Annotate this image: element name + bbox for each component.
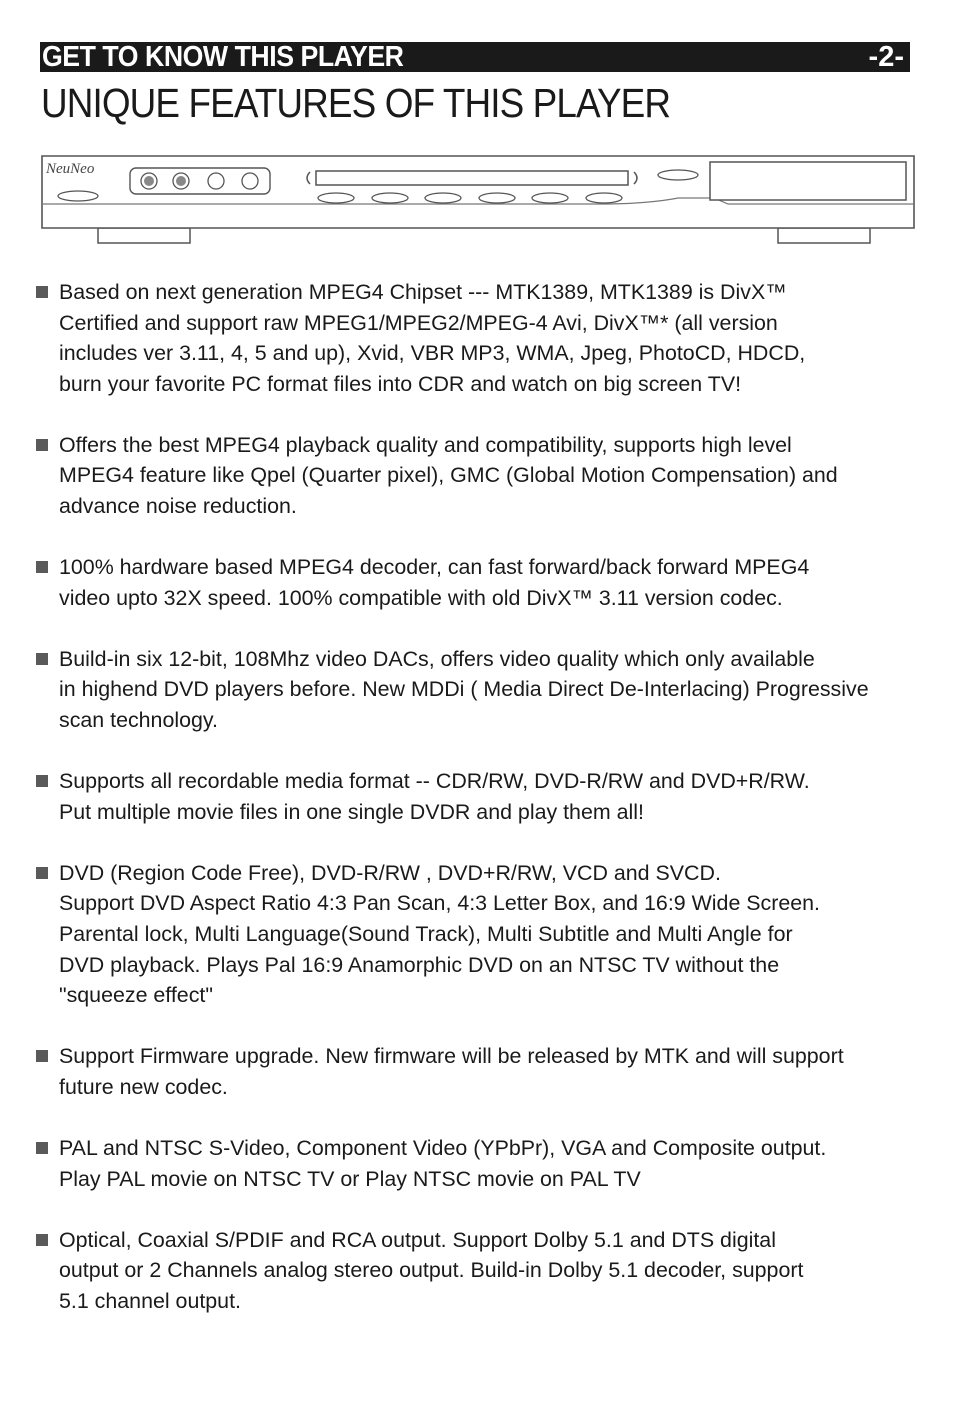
square-bullet-icon — [36, 653, 48, 665]
control-button-icon — [372, 193, 408, 203]
brand-logo: NeuNeo — [46, 161, 95, 177]
square-bullet-icon — [36, 1142, 48, 1154]
indicator-light-icon — [144, 176, 154, 186]
indicator-light-icon — [176, 176, 186, 186]
square-bullet-icon — [36, 439, 48, 451]
page-number: -2- — [868, 41, 904, 73]
section-label: GET TO KNOW THIS PLAYER — [42, 41, 404, 73]
control-button-icon — [586, 193, 622, 203]
control-button-icon — [479, 193, 515, 203]
feature-text: Support Firmware upgrade. New firmware will be released by MTK and will support future new codec. — [59, 1044, 844, 1099]
feature-text: DVD (Region Code Free), DVD-R/RW , DVD+R/RW, VCD and SVCD. Support DVD Aspect Ratio 4:3 Pan Scan, 4:3 Letter Box, and 16:9 Wide Screen. Parental lock, Multi Language(Sound Track), Multi Subtitle and Multi Angle for DVD playback. Plays Pal 16:9 Anamorphic DVD on an NTSC TV without the "squeeze effect" — [59, 860, 820, 1008]
feature-text: Supports all recordable media format -- CDR/RW, DVD-R/RW and DVD+R/RW. Put multiple movie files in one single DVDR and play them all! — [59, 769, 810, 824]
control-button-icon — [318, 193, 354, 203]
square-bullet-icon — [36, 1234, 48, 1246]
dvd-player-illustration — [38, 152, 918, 248]
control-button-icon — [532, 193, 568, 203]
control-button-icon — [425, 193, 461, 203]
square-bullet-icon — [36, 775, 48, 787]
feature-text: Build-in six 12-bit, 108Mhz video DACs, offers video quality which only available in highend DVD players before. New MDDi ( Media Direct De-Interlacing) Progressive scan technology. — [59, 646, 869, 733]
display-window — [710, 162, 906, 200]
indicator-light-icon — [208, 173, 224, 189]
power-button-icon — [58, 191, 98, 201]
section-header-bar — [40, 42, 910, 72]
feature-item — [36, 644, 916, 736]
feature-list — [36, 277, 916, 1347]
feature-item — [36, 277, 916, 399]
square-bullet-icon — [36, 286, 48, 298]
feature-text: 100% hardware based MPEG4 decoder, can fast forward/back forward MPEG4 video upto 32X speed. 100% compatible with old DivX™ 3.11 version codec. — [59, 555, 810, 610]
square-bullet-icon — [36, 561, 48, 573]
feature-item — [36, 766, 916, 827]
disc-tray — [316, 171, 628, 185]
page-title: UNIQUE FEATURES OF THIS PLAYER — [41, 80, 671, 126]
feature-text: Optical, Coaxial S/PDIF and RCA output. Support Dolby 5.1 and DTS digital output or 2 Channels analog stereo output. Build-in Dolby 5.1 decoder, support 5.1 channel output. — [59, 1227, 804, 1313]
feature-item — [36, 858, 916, 1011]
feature-item — [36, 1041, 916, 1102]
indicator-light-icon — [242, 173, 258, 189]
player-foot-left — [98, 228, 190, 243]
player-foot-right — [778, 228, 870, 243]
feature-item — [36, 430, 916, 522]
eject-button-icon — [658, 170, 698, 180]
feature-item — [36, 1133, 916, 1194]
square-bullet-icon — [36, 867, 48, 879]
feature-item — [36, 552, 916, 613]
feature-text: Based on next generation MPEG4 Chipset --- MTK1389, MTK1389 is DivX™ Certified and support raw MPEG1/MPEG2/MPEG-4 Avi, DivX™* (all version includes ver 3.11, 4, 5 and up), Xvid, VBR MP3, WMA, Jpeg, PhotoCD, HDCD, burn your favorite PC format files into CDR and watch on big screen TV! — [59, 280, 806, 396]
feature-item — [36, 1225, 916, 1317]
square-bullet-icon — [36, 1050, 48, 1062]
feature-text: PAL and NTSC S-Video, Component Video (YPbPr), VGA and Composite output. Play PAL movie on NTSC TV or Play NTSC movie on PAL TV — [59, 1135, 827, 1191]
feature-text: Offers the best MPEG4 playback quality and compatibility, supports high level MPEG4 feature like Qpel (Quarter pixel), GMC (Global Motion Compensation) and advance noise reduction. — [59, 432, 838, 519]
